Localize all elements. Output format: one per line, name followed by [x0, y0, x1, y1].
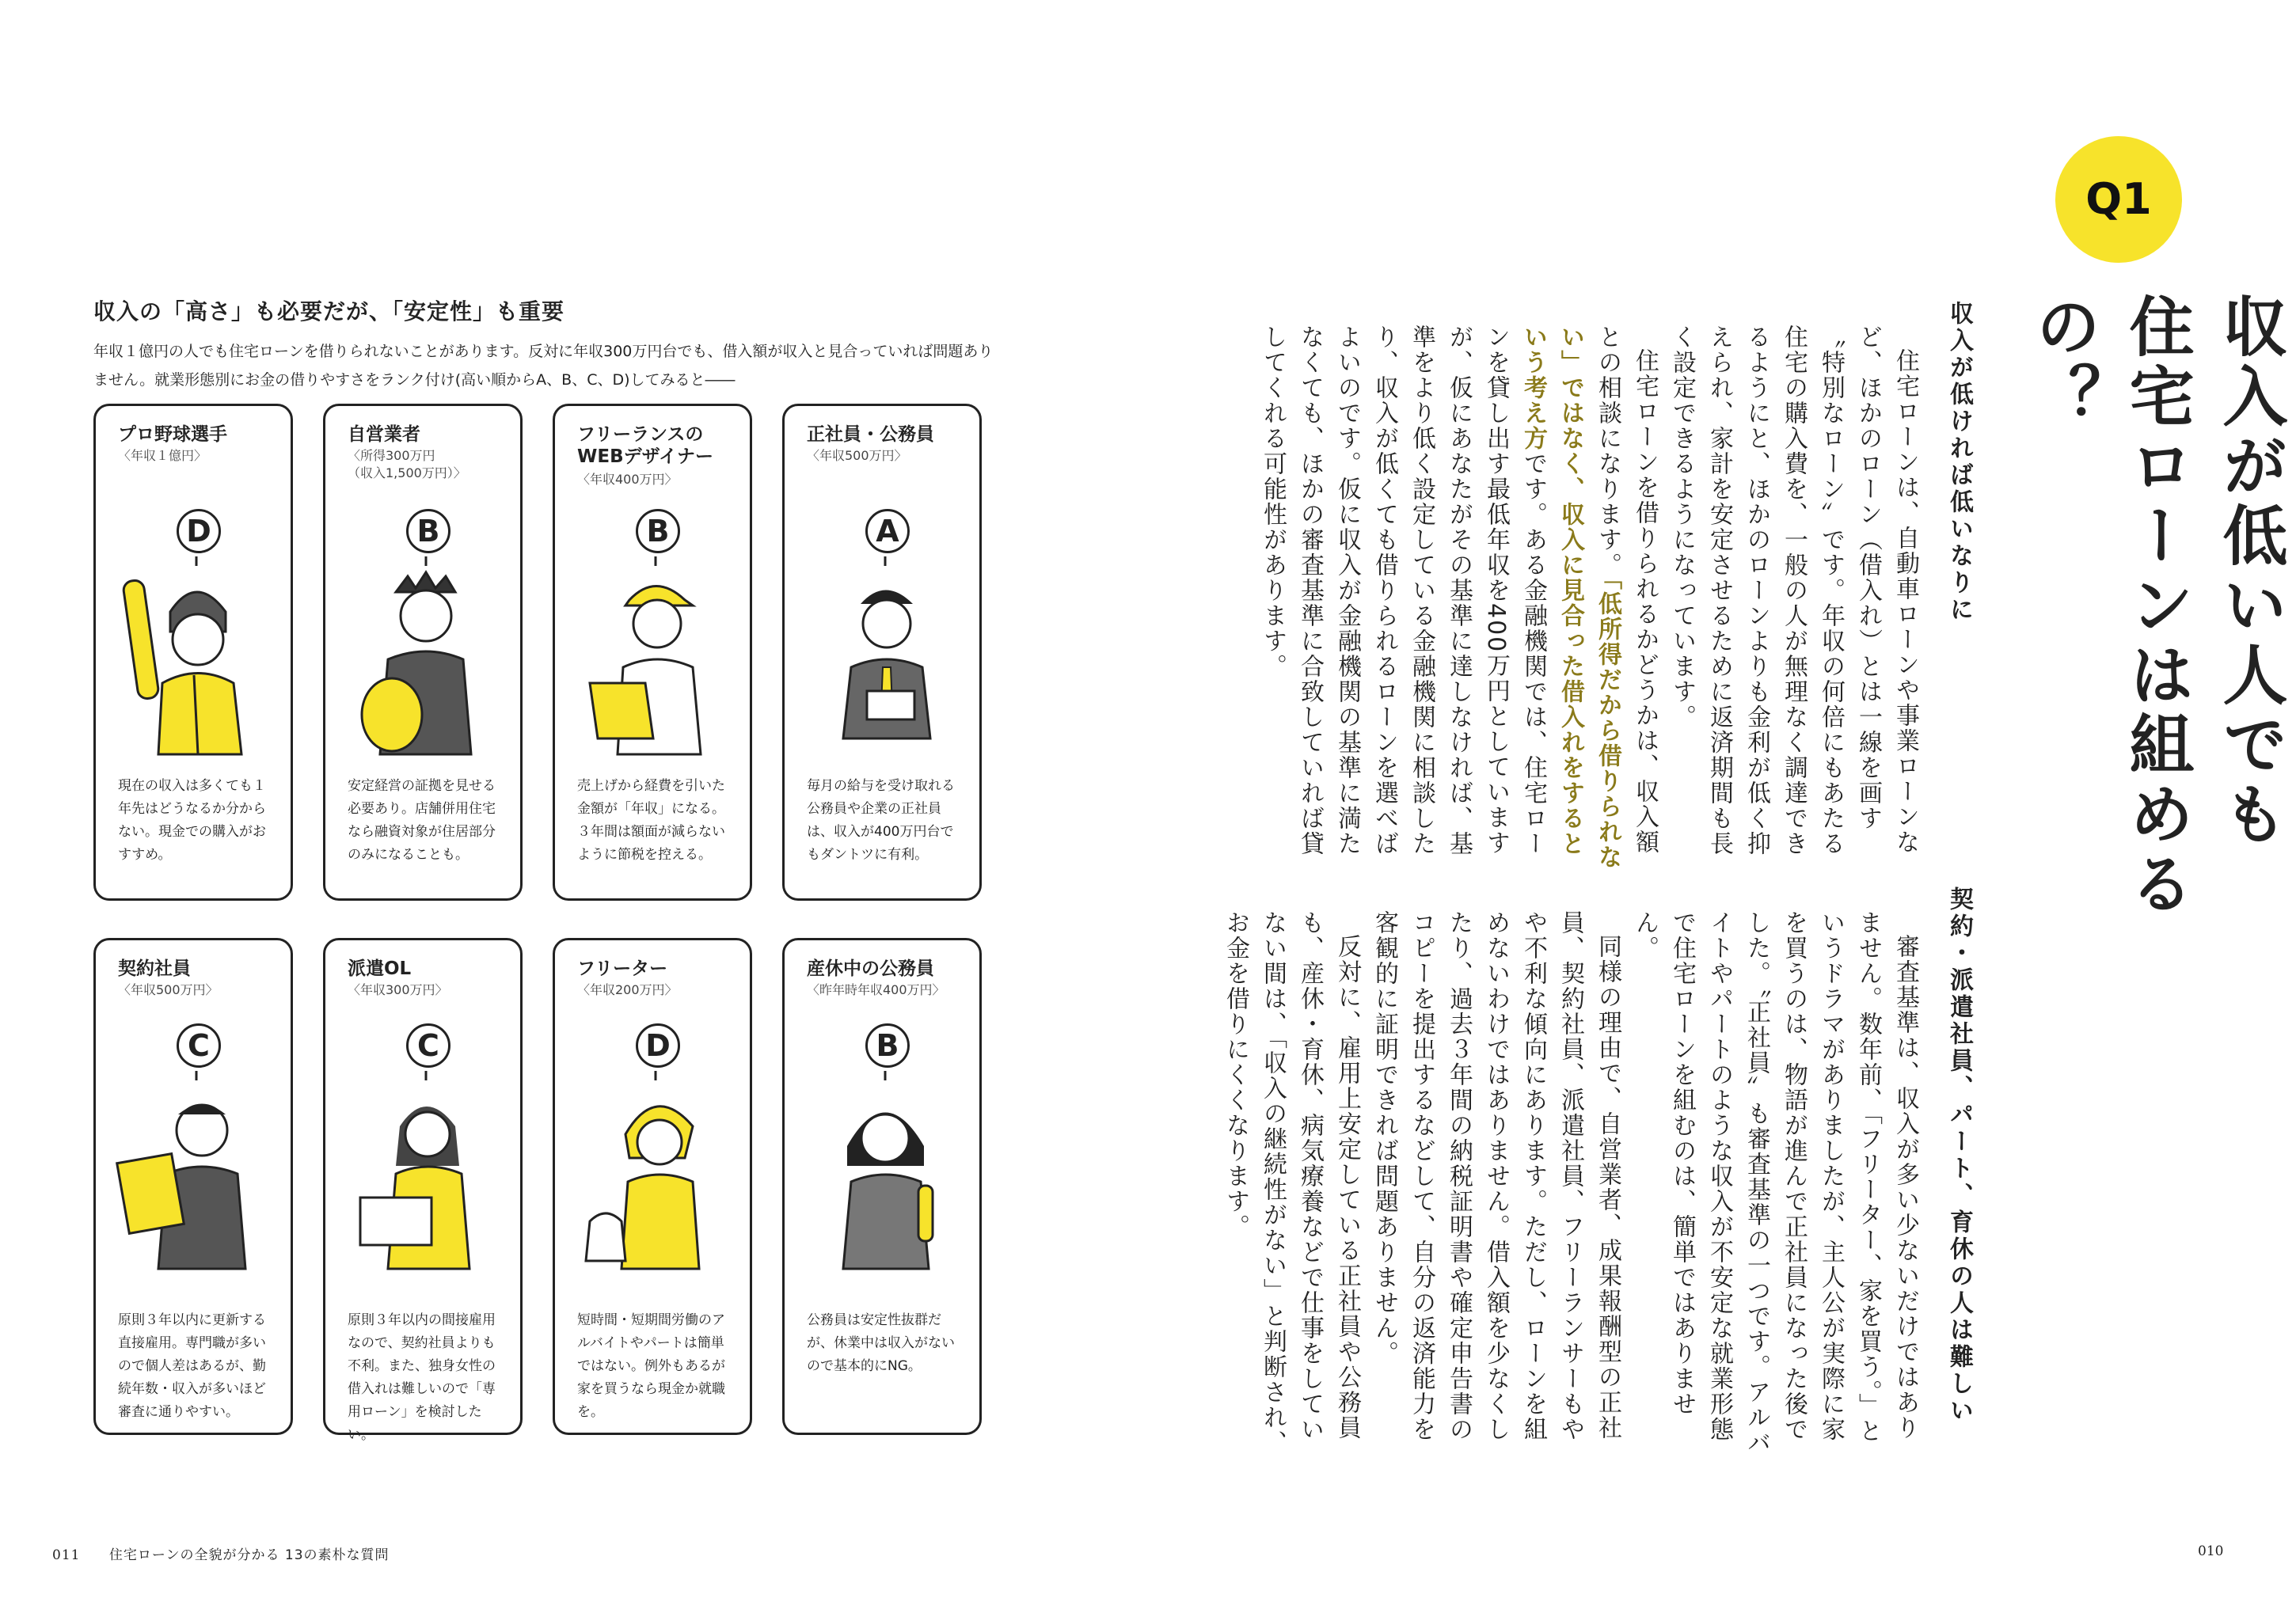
card-contract-employee	[93, 938, 293, 1435]
right-page-number: 010	[2198, 1543, 2224, 1559]
section1-paragraph-2	[1254, 325, 1663, 879]
rank-badge: B	[865, 1023, 910, 1068]
fishmonger-illustration	[344, 556, 507, 754]
card-income: 〈年収500万円〉	[118, 982, 219, 997]
section2-paragraph-1: 審査基準は、収入が多い少ないだけではありません。数年前、「フリーター、家を買う。」というドラマがありましたが、主人公が実際に家を買うのは、物語が進んで正社員になった後でした。〝正社員〟も審査基準の一つです。アルバイトやパートのような収入が不安定な就業形態で住宅ローンを組むのは、簡単ではありません。	[1631, 910, 1919, 1456]
rank-badge: B	[636, 509, 680, 553]
title-line-1: 収入が低い人でも	[2212, 293, 2287, 850]
card-title: 派遣OL	[348, 959, 412, 979]
card-temp-worker	[323, 938, 523, 1443]
temp-worker-illustration	[344, 1071, 507, 1269]
section1-paragraph-1: 住宅ローンは、自動車ローンや事業ローンなど、ほかのローン（借入れ）とは一線を画す〝特別なローン〟です。年収の何倍にもあたる住宅の購入費を、一般の人が無理なく調達できるようにと、ほかのローンよりも金利が低く抑えられ、家計を安定させるために返済期間も長く設定できるようになっています。	[1668, 325, 1919, 856]
rank-badge: A	[865, 509, 910, 553]
card-note: 原則３年以内に更新する直接雇用。専門職が多いので個人差はあるが、勤続年数・収入が多いほど審査に通りやすい。	[118, 1312, 266, 1420]
title-line-2: 住宅ローンは組めるの？	[2025, 293, 2194, 920]
left-page-number: 011	[52, 1547, 81, 1563]
section-intro: 年収１億円の人でも住宅ローンを借りられないことがあります。反対に年収300万円台でも、借入額が収入と見合っていれば問題ありません。就業形態別にお金の借りやすさをランク付け(高い順からA、B、C、D)してみると――	[93, 343, 994, 389]
card-title: 契約社員	[118, 959, 191, 979]
freeter-illustration	[574, 1071, 737, 1269]
card-note: 現在の収入は多くても１年先はどうなるか分からない。現金での購入がおすすめ。	[118, 778, 266, 863]
rank-badge: D	[636, 1023, 680, 1068]
rank-badge: C	[406, 1023, 450, 1068]
card-title: プロ野球選手	[118, 424, 227, 445]
section1-paragraph-2-start: 住宅ローンを借りられるかどうかは、収入額との相談になります。	[1594, 325, 1659, 855]
card-regular-employee	[782, 404, 982, 901]
section1-heading: 収入が低ければ低いなりに	[1945, 301, 1973, 624]
section-heading: 収入の「高さ」も必要だが、「安定性」も重要	[93, 298, 565, 325]
baseball-player-illustration	[115, 556, 278, 754]
card-income: 〈昨年時年収400万円〉	[807, 982, 945, 997]
pregnant-woman-illustration	[804, 1071, 967, 1269]
section2-heading: 契約・派遣社員、パート、育休の人は難しい	[1945, 886, 1973, 1425]
rank-badge: D	[177, 509, 221, 553]
page-title	[2016, 293, 2296, 1005]
card-note: 毎月の給与を受け取れる公務員や企業の正社員は、収入が400万円台でもダントツに有利。	[807, 778, 955, 863]
section1-paragraph-2-end: です。ある金融機関では、住宅ローンを貸し出す最低年収を400万円としていますが、仮にあなたがその基準に達しなければ、基準をより低く設定している金融機関に相談したり、収入が低くても借りられるローンを選べばよいのです。仮に収入が金融機関の基準に満たなくても、ほかの審査基準に合致していれば貸してくれる可能性があります。	[1259, 325, 1547, 856]
card-note: 公務員は安定性抜群だが、休業中は収入がないので基本的にNG。	[807, 1312, 955, 1374]
contract-employee-illustration	[115, 1071, 278, 1269]
card-income: 〈所得300万円 （収入1,500万円）〉	[348, 448, 466, 480]
card-maternity-leave-civil-servant	[782, 938, 982, 1435]
card-freeter	[553, 938, 752, 1435]
left-footer	[52, 1543, 390, 1563]
card-income: 〈年収500万円〉	[807, 448, 907, 463]
card-title: 産休中の公務員	[807, 959, 934, 979]
rank-badge: B	[406, 509, 450, 553]
card-pro-baseball-player	[93, 404, 293, 901]
card-freelance-designer	[553, 404, 752, 901]
card-note: 原則３年以内の間接雇用なので、契約社員よりも不利。また、独身女性の借入れは難しいので「専用ローン」を検討したい。	[348, 1312, 496, 1443]
web-designer-illustration	[574, 556, 737, 754]
section2-paragraph-2: 同様の理由で、自営業者、成果報酬型の正社員、契約社員、派遣社員、フリーランサーもやや不利な傾向にあります。ただし、ローンを組めないわけではありません。借入額を少なくしたり、過去３年間の納税証明書や確定申告書のコピーを提出するなどして、自分の返済能力を客観的に証明できれば問題ありません。	[1370, 910, 1621, 1442]
card-title: 正社員・公務員	[807, 424, 934, 445]
question-badge: Q1	[2055, 136, 2182, 263]
card-note: 売上げから経費を引いた金額が「年収」になる。３年間は額面が減らないように節税を控える。	[577, 778, 725, 863]
card-income: 〈年収１億円〉	[118, 448, 207, 463]
card-self-employed	[323, 404, 523, 901]
card-note: 短時間・短期間労働のアルバイトやパートは簡単ではない。例外もあるが家を買うなら現金か就職を。	[577, 1312, 725, 1420]
section2-body	[1222, 910, 1924, 1464]
card-income: 〈年収400万円〉	[577, 472, 678, 487]
section1-body	[1259, 325, 1924, 879]
card-note: 安定経営の証拠を見せる必要あり。店舗併用住宅なら融資対象が住居部分のみになることも。	[348, 778, 496, 863]
card-income: 〈年収200万円〉	[577, 982, 678, 997]
card-income: 〈年収300万円〉	[348, 982, 448, 997]
highlighted-text: 「低所得だから借りられない」ではなく、収入に見合った借入れをするという考え方	[1519, 325, 1621, 870]
office-worker-illustration	[804, 556, 967, 754]
card-title: フリーター	[577, 959, 668, 979]
card-title: 自営業者	[348, 424, 420, 445]
book-title: 住宅ローンの全貌が分かる 13の素朴な質問	[108, 1547, 390, 1563]
section2-paragraph-3: 反対に、雇用上安定している正社員や公務員も、産休・育休、病気療養などで仕事をしていない間は、「収入の継続性がない」と判断され、お金を借りにくくなります。	[1222, 910, 1361, 1456]
rank-badge: C	[177, 1023, 221, 1068]
card-title: フリーランスの WEBデザイナー	[577, 424, 714, 467]
